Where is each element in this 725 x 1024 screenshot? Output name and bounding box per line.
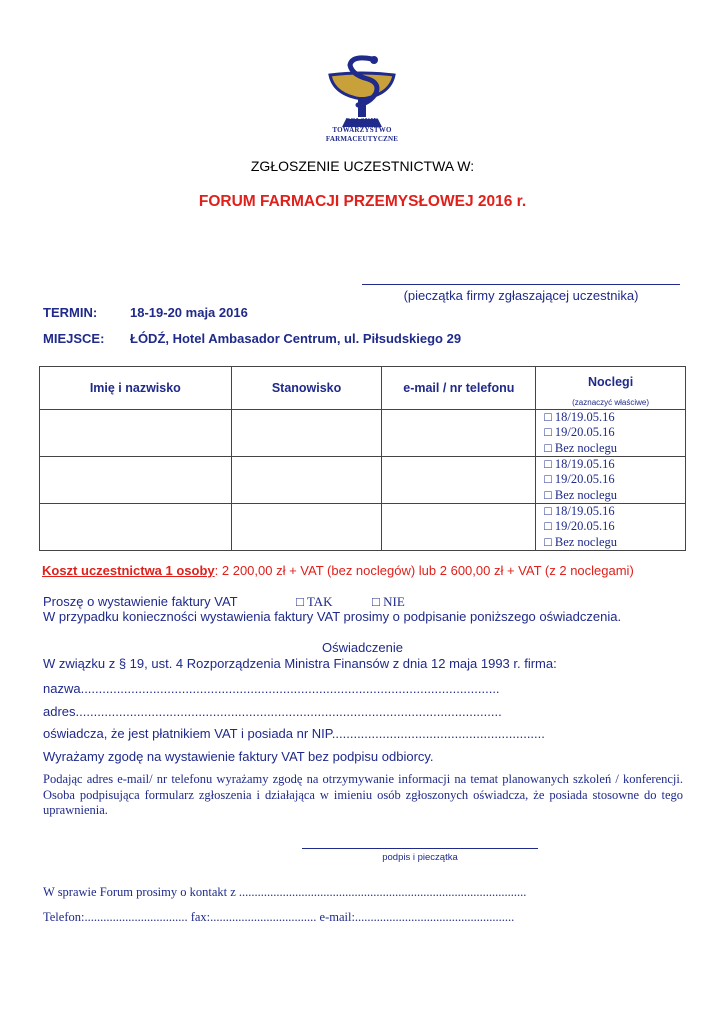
option-checkbox[interactable]: □ 19/20.05.16	[544, 425, 615, 440]
table-header-row	[40, 367, 686, 410]
header-contact: e-mail / nr telefonu	[382, 367, 536, 410]
position-cell[interactable]	[231, 410, 382, 457]
stamp-line	[362, 284, 680, 285]
registration-table	[39, 366, 686, 551]
header-noclegi	[536, 367, 686, 410]
option-checkbox[interactable]: □ Bez noclegu	[544, 534, 617, 549]
option-checkbox[interactable]: □ 19/20.05.16	[544, 472, 615, 487]
invoice-yes-checkbox[interactable]: □ TAK	[296, 594, 333, 609]
miejsce-label: MIEJSCE:	[43, 331, 105, 346]
noclegi-subtitle: (zaznaczyć właściwe)	[572, 398, 650, 407]
stamp-caption: (pieczątka firmy zgłaszającej uczestnika)	[403, 288, 639, 303]
table-row	[40, 504, 686, 551]
event-title: FORUM FARMACJI PRZEMYSŁOWEJ 2016 r.	[198, 193, 527, 210]
logo-line-1: POLSKIE	[345, 117, 379, 125]
contact-cell[interactable]	[382, 410, 536, 457]
table-row	[40, 410, 686, 457]
contact-cell[interactable]	[382, 504, 536, 551]
privacy-paragraph: Podając adres e-mail/ nr telefonu wyrażamy zgodę na otrzymywanie informacji na temat planowanych szkoleń / konferencji. Osoba podpisująca formularz zgłoszenia i działająca w imieniu osób zgłoszonych oświadcza, że posiada stosowne do tego uprawnienia.	[43, 772, 683, 817]
noclegi-options	[536, 504, 686, 551]
nip-field[interactable]: oświadcza, że jest płatnikiem VAT i posiada nr NIP...........................................................	[43, 726, 545, 741]
contact-person-field[interactable]: W sprawie Forum prosimy o kontakt z ............................................................................................	[43, 885, 527, 899]
cost-text: : 2 200,00 zł + VAT (bez noclegów) lub 2 600,00 zł + VAT (z 2 noclegami)	[214, 563, 634, 578]
statement-intro: W związku z § 19, ust. 4 Rozporządzenia Ministra Finansów z dnia 12 maja 1993 r. firma:	[43, 656, 557, 671]
option-checkbox[interactable]: □ Bez noclegu	[544, 487, 617, 502]
position-cell[interactable]	[231, 504, 382, 551]
position-cell[interactable]	[231, 457, 382, 504]
name-cell[interactable]	[40, 457, 232, 504]
logo-line-3: FARMACEUTYCZNE	[325, 135, 399, 143]
noclegi-options	[536, 410, 686, 457]
option-checkbox[interactable]: □ 18/19.05.16	[544, 504, 615, 518]
logo-text	[300, 117, 424, 144]
miejsce-value: ŁÓDŹ, Hotel Ambasador Centrum, ul. Piłsudskiego 29	[130, 331, 462, 346]
cost-label: Koszt uczestnictwa 1 osoby	[42, 563, 215, 578]
option-checkbox[interactable]: □ 18/19.05.16	[544, 410, 615, 424]
company-address-field[interactable]: adres......................................................................................................................	[43, 704, 502, 719]
logo-line-2: TOWARZYSTWO	[332, 126, 392, 134]
noclegi-options	[536, 457, 686, 504]
contact-phone-fax-email-field[interactable]: Telefon:................................. fax:.................................. e-mail:...................................................	[43, 910, 515, 924]
signature-line	[302, 848, 538, 849]
table-row	[40, 457, 686, 504]
consent-text: Wyrażamy zgodę na wystawienie faktury VAT bez podpisu odbiorcy.	[43, 749, 434, 764]
option-checkbox[interactable]: □ 19/20.05.16	[544, 519, 615, 534]
option-checkbox[interactable]: □ Bez noclegu	[544, 440, 617, 455]
option-checkbox[interactable]: □ 18/19.05.16	[544, 457, 615, 471]
name-cell[interactable]	[40, 410, 232, 457]
termin-label: TERMIN:	[43, 305, 98, 320]
statement-title: Oświadczenie	[322, 640, 403, 655]
termin-value: 18-19-20 maja 2016	[130, 305, 248, 320]
invoice-request: Proszę o wystawienie faktury VAT	[43, 594, 238, 609]
header-name: Imię i nazwisko	[40, 367, 232, 410]
invoice-note: W przypadku konieczności wystawienia faktury VAT prosimy o podpisanie poniższego oświadczenia.	[43, 609, 622, 624]
header-position: Stanowisko	[231, 367, 382, 410]
cost-line	[42, 563, 634, 578]
invoice-no-checkbox[interactable]: □ NIE	[372, 594, 405, 609]
signature-caption: podpis i pieczątka	[382, 852, 458, 863]
contact-cell[interactable]	[382, 457, 536, 504]
company-name-field[interactable]: nazwa....................................................................................................................	[43, 681, 500, 696]
name-cell[interactable]	[40, 504, 232, 551]
form-title: ZGŁOSZENIE UCZESTNICTWA W:	[250, 158, 475, 174]
noclegi-title: Noclegi	[588, 375, 634, 389]
